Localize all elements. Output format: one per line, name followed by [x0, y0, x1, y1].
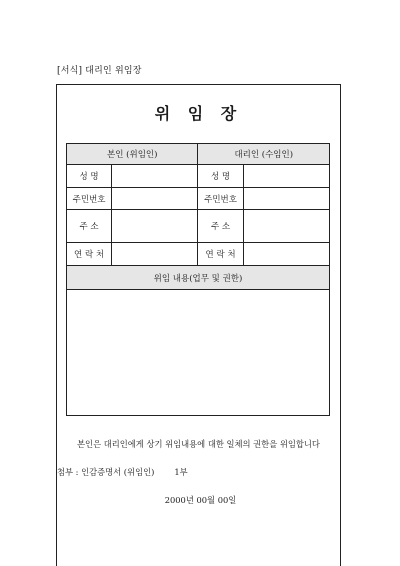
- attachment-text: 첨부 : 인감증명서 (위임인): [57, 467, 155, 477]
- agent-id-label: 주민번호: [198, 188, 243, 210]
- principal-name-label: 성 명: [67, 165, 112, 188]
- agent-id-field[interactable]: [243, 188, 329, 210]
- principal-id-label: 주민번호: [67, 188, 112, 210]
- agent-contact-field[interactable]: [243, 243, 329, 266]
- scope-body-row: [67, 290, 330, 416]
- document-title: 위 임 장: [154, 104, 243, 123]
- scope-body-field[interactable]: [67, 290, 330, 416]
- scope-header: 위임 내용(업무 및 권한): [67, 266, 330, 290]
- principal-address-label: 주 소: [67, 210, 112, 243]
- attachment-line: [57, 466, 188, 478]
- principal-contact-label: 연 락 처: [67, 243, 112, 266]
- scope-header-row: [67, 266, 330, 290]
- form-caption: [서식] 대리인 위임장: [57, 66, 142, 76]
- principal-address-field[interactable]: [112, 210, 198, 243]
- attachment-quantity: 1부: [174, 467, 188, 477]
- agent-address-label: 주 소: [198, 210, 243, 243]
- declaration-text: 본인은 대리인에게 상기 위임내용에 대한 일체의 권한을 위임합니다: [77, 439, 320, 449]
- party-header-row: [67, 144, 330, 165]
- principal-header: 본인 (위임인): [67, 144, 198, 165]
- principal-name-field[interactable]: [112, 165, 198, 188]
- agent-name-label: 성 명: [198, 165, 243, 188]
- delegation-table: [66, 143, 330, 416]
- power-of-attorney-form: [56, 84, 341, 566]
- principal-id-field[interactable]: [112, 188, 198, 210]
- agent-header: 대리인 (수임인): [198, 144, 330, 165]
- agent-contact-label: 연 락 처: [198, 243, 243, 266]
- principal-contact-field[interactable]: [112, 243, 198, 266]
- contact-row: [67, 243, 330, 266]
- id-number-row: [67, 188, 330, 210]
- address-row: [67, 210, 330, 243]
- document-date: 2000년 00월 00일: [164, 495, 237, 505]
- agent-name-field[interactable]: [243, 165, 329, 188]
- name-row: [67, 165, 330, 188]
- agent-address-field[interactable]: [243, 210, 329, 243]
